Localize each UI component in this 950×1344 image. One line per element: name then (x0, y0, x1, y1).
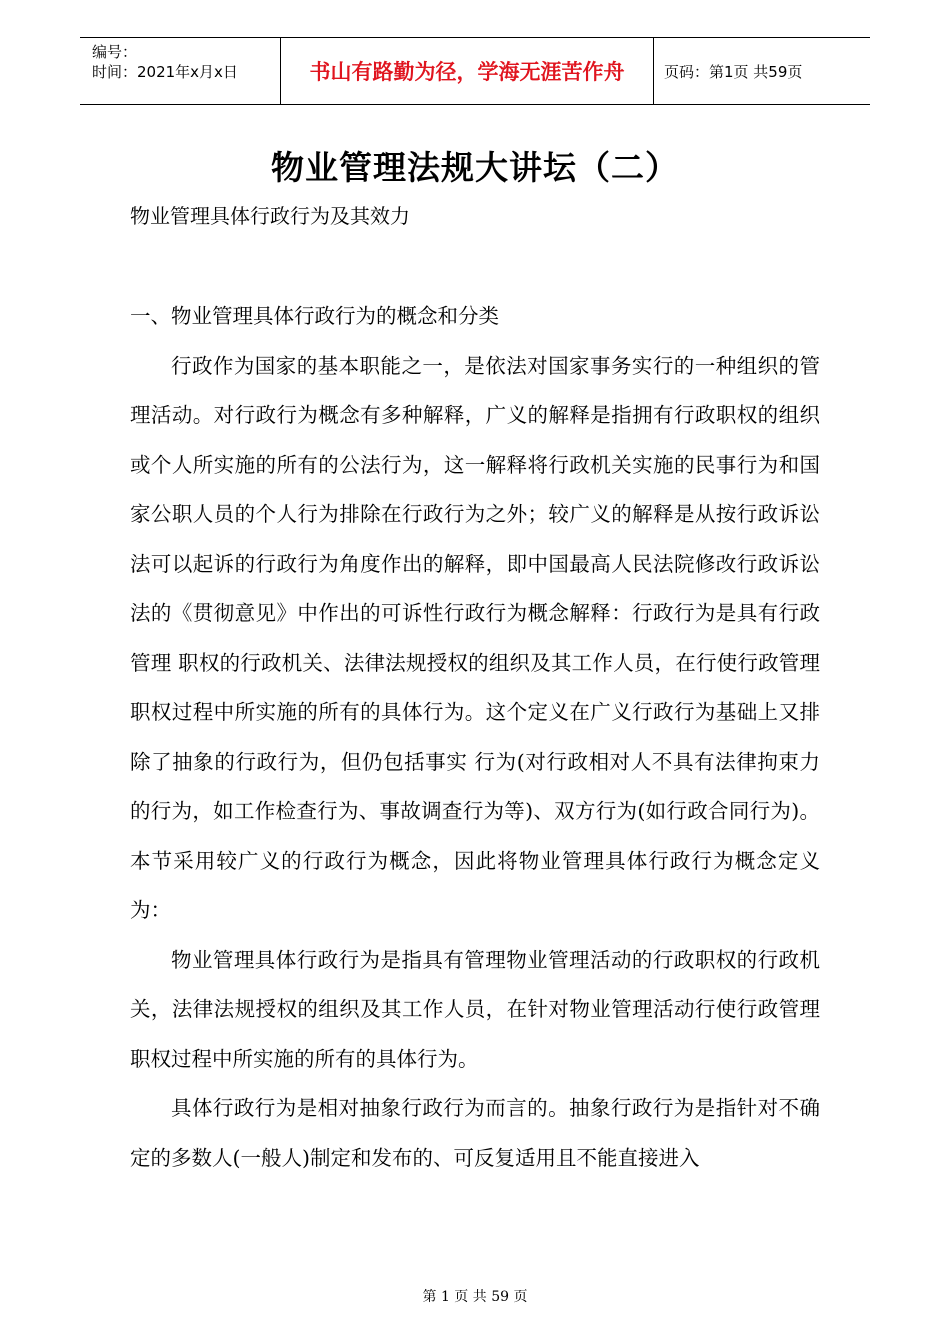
document-date: 时间：2021年x月x日 (92, 63, 238, 81)
page-footer: 第 1 页 共 59 页 (422, 1289, 528, 1305)
section-heading: 一、物业管理具体行政行为的概念和分类 (130, 304, 499, 328)
page-header (80, 37, 870, 105)
body-paragraph: 行政作为国家的基本职能之一，是依法对国家事务实行的一种组织的管理活动。对行政行为概念有多种解释，广义的解释是指拥有行政职权的组织或个人所实施的所有的公法行为，这一解释将行政机关实施的民事行为和国家公职人员的个人行为排除在行政行为之外；较广义的解释是从按行政诉讼法可以起诉的行政行为角度作出的解释，即中国最高人民法院修改行政诉讼法的《贯彻意见》中作出的可诉性行政行为概念解释：行政行为是具有行政管理 职权的行政机关、法律法规授权的组织及其工作人员，在行使行政管理职权过程中所实施的所有的具体行为。这个定义在广义行政行为基础上又排除了抽象的行政行为，但仍包括事实 行为(对行政相对人不具有法律拘束力的行为，如工作检查行为、事故调查行为等)、双方行为(如行政合同行为)。本节采用较广义的行政行为概念，因此将物业管理具体行政行为概念定义为： (130, 353, 820, 922)
document-title: 物业管理法规大讲坛（二） (271, 148, 679, 187)
header-meta (80, 38, 280, 104)
header-page-info: 页码：第1页 共59页 (664, 62, 803, 81)
body-paragraph: 具体行政行为是相对抽象行政行为而言的。抽象行政行为是指针对不确定的多数人(一般人)制定和发布的、可反复适用且不能直接进入 (130, 1096, 820, 1170)
body-paragraph: 物业管理具体行政行为是指具有管理物业管理活动的行政职权的行政机关，法律法规授权的组织及其工作人员，在针对物业管理活动行使行政管理职权过程中所实施的所有的具体行为。 (130, 947, 820, 1071)
document-number-label: 编号： (92, 43, 138, 61)
document-body (130, 292, 820, 1183)
document-subtitle: 物业管理具体行政行为及其效力 (130, 204, 410, 228)
header-motto: 书山有路勤为径，学海无涯苦作舟 (280, 38, 654, 104)
